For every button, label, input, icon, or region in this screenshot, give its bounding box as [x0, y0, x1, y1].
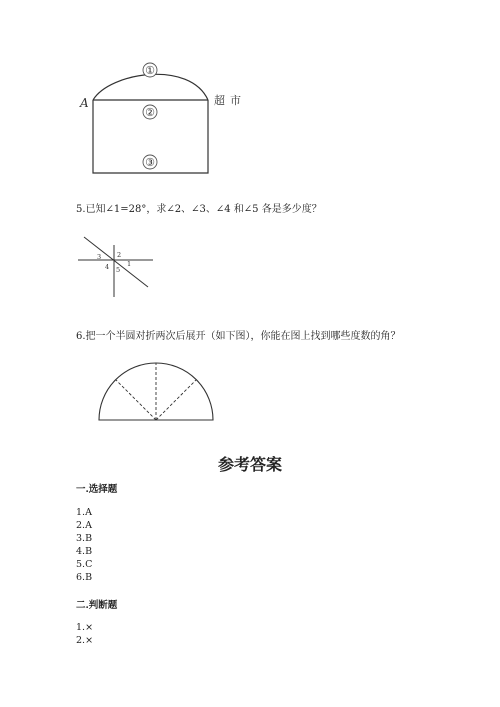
- fold-line-right: [156, 380, 196, 420]
- angle-5-label: 5: [116, 266, 121, 274]
- angle-4-label: 4: [105, 263, 110, 271]
- point-a-label: A: [80, 96, 89, 110]
- semicircle-outline: [99, 363, 213, 420]
- answer-item: 6.B: [76, 572, 93, 583]
- question-5-text: 5.已知∠1=28°，求∠2、∠3、∠4 和∠5 各是多少度？: [76, 204, 322, 215]
- route-3-label: ③: [145, 156, 155, 169]
- answer-item: 5.C: [76, 559, 93, 570]
- question-6-text: 6.把一个半圆对折两次后展开（如下图），你能在图上找到哪些度数的角？: [76, 331, 401, 342]
- answer-item: 4.B: [76, 546, 93, 557]
- angle-2-label: 2: [117, 251, 122, 259]
- answer-item: 2.A: [76, 520, 92, 531]
- angle-1-label: 1: [127, 260, 132, 268]
- route-1-label: ①: [145, 64, 155, 77]
- supermarket-label: 超市: [214, 94, 246, 107]
- fold-line-left: [116, 380, 156, 420]
- section-2-heading: 二.判断题: [76, 600, 118, 611]
- section-1-answers: [76, 506, 92, 584]
- section-1-heading: 一.选择题: [76, 484, 118, 495]
- answer-item: 1.A: [76, 507, 92, 518]
- route-2-label: ②: [145, 106, 155, 119]
- answer-item: 1.×: [76, 622, 94, 633]
- answers-title: 参考答案: [217, 455, 282, 474]
- answer-item: 2.×: [76, 635, 94, 646]
- section-2-answers: [76, 621, 93, 647]
- angle-3-label: 3: [97, 253, 102, 261]
- answer-item: 3.B: [76, 533, 93, 544]
